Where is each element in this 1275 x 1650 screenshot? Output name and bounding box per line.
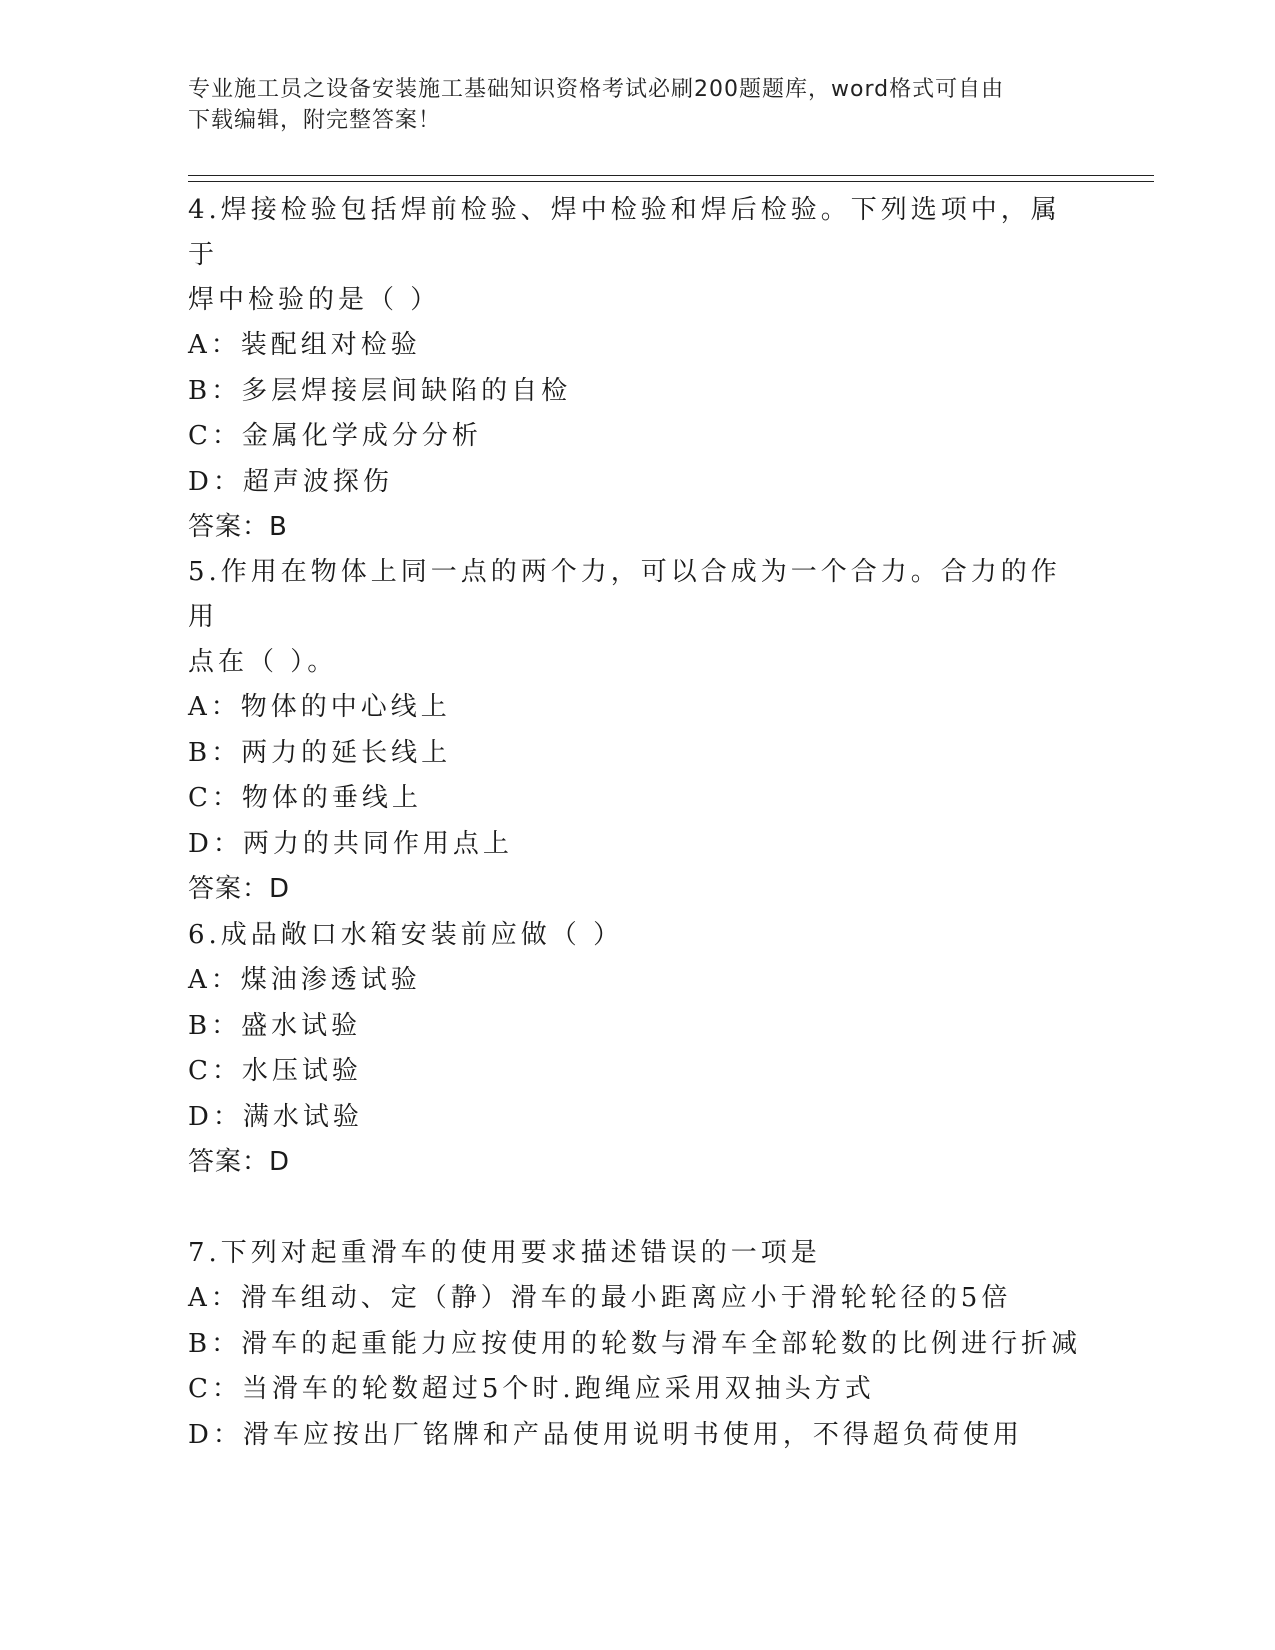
question-text-line: 点在（ ）。	[188, 647, 338, 677]
question-text-line: 6.成品敞口水箱安装前应做（ ）	[188, 920, 624, 950]
option-a: A：物体的中心线上	[188, 692, 451, 722]
question-text-line: 焊中检验的是（ ）	[188, 285, 441, 315]
option-a: A：装配组对检验	[188, 330, 421, 360]
header-divider-top	[188, 175, 1154, 176]
option-d: D：滑车应按出厂铭牌和产品使用说明书使用，不得超负荷使用	[188, 1419, 1023, 1450]
option-b: B：多层焊接层间缺陷的自检	[188, 375, 572, 406]
question-5	[188, 550, 1068, 912]
option-c: C：当滑车的轮数超过5个时.跑绳应采用双抽头方式	[188, 1374, 875, 1404]
option-d: D：满水试验	[188, 1101, 363, 1132]
option-b: B：两力的延长线上	[188, 737, 452, 768]
question-7	[188, 1231, 1082, 1458]
answer: 答案：B	[188, 512, 288, 542]
question-text-line: 5.作用在物体上同一点的两个力，可以合成为一个合力。合力的作用	[188, 557, 1061, 632]
header-line-2: 下载编辑，附完整答案！	[188, 108, 442, 133]
header-line-1: 专业施工员之设备安装施工基础知识资格考试必刷200题题库，word格式可自由	[188, 77, 1005, 102]
question-4	[188, 188, 1068, 550]
header-divider-bottom	[188, 181, 1154, 182]
option-b: B：滑车的起重能力应按使用的轮数与滑车全部轮数的比例进行折减	[188, 1328, 1082, 1359]
option-d: D：两力的共同作用点上	[188, 828, 513, 859]
option-c: C：物体的垂线上	[188, 783, 422, 813]
question-text-line: 4.焊接检验包括焊前检验、焊中检验和焊后检验。下列选项中，属于	[188, 195, 1061, 270]
question-text-line: 7.下列对起重滑车的使用要求描述错误的一项是	[188, 1238, 821, 1268]
answer: 答案：D	[188, 874, 291, 904]
option-d: D：超声波探伤	[188, 466, 393, 497]
answer: 答案：D	[188, 1147, 291, 1177]
option-b: B：盛水试验	[188, 1010, 362, 1041]
option-c: C：水压试验	[188, 1056, 362, 1086]
document-header	[188, 74, 1068, 136]
question-6	[188, 913, 1068, 1185]
option-c: C：金属化学成分分析	[188, 421, 482, 451]
option-a: A：煤油渗透试验	[188, 965, 421, 995]
option-a: A：滑车组动、定（静）滑车的最小距离应小于滑轮轮径的5倍	[188, 1283, 1012, 1313]
